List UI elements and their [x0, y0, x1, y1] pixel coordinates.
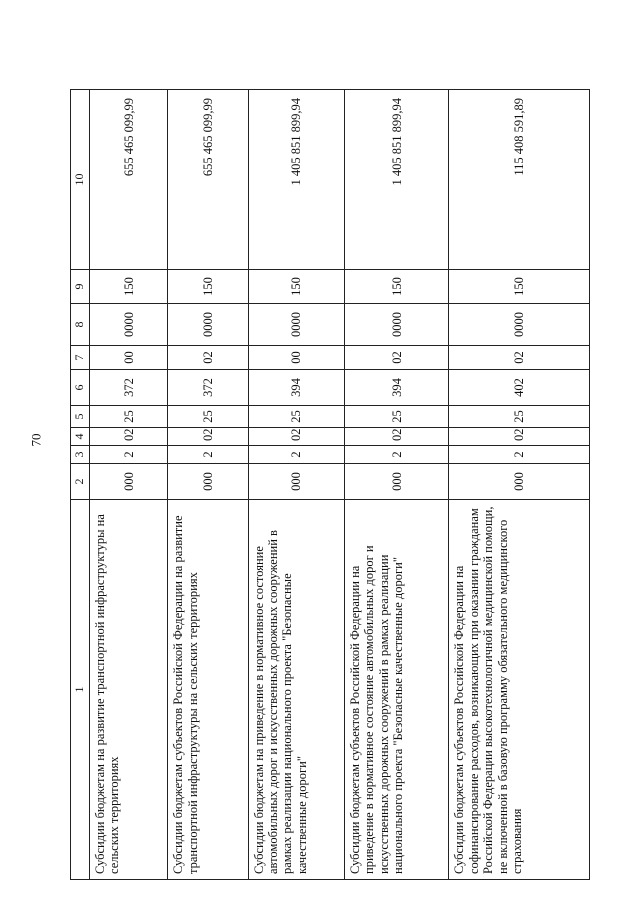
amount-cell: 655 465 099,99 — [90, 90, 168, 270]
amount-cell: 1 405 851 899,94 — [248, 90, 344, 270]
code-cell: 02 — [168, 346, 248, 370]
budget-table-container — [70, 90, 590, 880]
code-cell: 150 — [248, 270, 344, 304]
header-cell: 4 — [71, 428, 90, 446]
header-cell: 3 — [71, 446, 90, 464]
code-cell: 000 — [90, 464, 168, 500]
header-cell: 7 — [71, 346, 90, 370]
code-cell: 394 — [345, 370, 449, 406]
amount-cell: 1 405 851 899,94 — [345, 90, 449, 270]
row-description: Субсидии бюджетам субъектов Российской Федерации на приведение в нормативное состояние автомобильных дорог и искусственных дорожных сооружений в рамках реализации национального проекта "Безопасные качественные дороги" — [345, 500, 449, 880]
row-description: Субсидии бюджетам на развитие транспортной инфраструктуры на сельских территориях — [90, 500, 168, 880]
code-cell: 000 — [248, 464, 344, 500]
table-row — [345, 90, 449, 880]
code-cell: 25 — [248, 406, 344, 428]
code-cell: 0000 — [345, 304, 449, 346]
code-cell: 02 — [90, 428, 168, 446]
code-cell: 0000 — [90, 304, 168, 346]
code-cell: 000 — [449, 464, 590, 500]
code-cell: 02 — [248, 428, 344, 446]
code-cell: 150 — [345, 270, 449, 304]
row-description: Субсидии бюджетам субъектов Российской Федерации на софинансирование расходов, возникающих при оказании гражданам Российской Федерации высокотехнологичной медицинской помощи, не включенной в базовую программу обязательного медицинского страхования — [449, 500, 590, 880]
header-cell: 5 — [71, 406, 90, 428]
row-description: Субсидии бюджетам субъектов Российской Федерации на развитие транспортной инфраструктуры на сельских территориях — [168, 500, 248, 880]
code-cell: 25 — [90, 406, 168, 428]
code-cell: 2 — [449, 446, 590, 464]
code-cell: 150 — [90, 270, 168, 304]
code-cell: 25 — [168, 406, 248, 428]
row-description: Субсидии бюджетам на приведение в нормативное состояние автомобильных дорог и искусственных дорожных сооружений в рамках реализации национального проекта "Безопасные качественные дороги" — [248, 500, 344, 880]
amount-cell: 115 408 591,89 — [449, 90, 590, 270]
page-number: 70 — [28, 433, 44, 447]
table-row — [449, 90, 590, 880]
header-cell: 8 — [71, 304, 90, 346]
code-cell: 150 — [168, 270, 248, 304]
header-row — [71, 90, 90, 880]
code-cell: 00 — [90, 346, 168, 370]
amount-cell: 655 465 099,99 — [168, 90, 248, 270]
code-cell: 02 — [345, 428, 449, 446]
budget-table — [70, 89, 590, 880]
code-cell: 02 — [345, 346, 449, 370]
code-cell: 0000 — [248, 304, 344, 346]
code-cell: 02 — [449, 428, 590, 446]
header-cell: 2 — [71, 464, 90, 500]
code-cell: 150 — [449, 270, 590, 304]
header-cell: 6 — [71, 370, 90, 406]
table-row — [248, 90, 344, 880]
table-row — [90, 90, 168, 880]
code-cell: 00 — [248, 346, 344, 370]
code-cell: 25 — [449, 406, 590, 428]
code-cell: 000 — [168, 464, 248, 500]
code-cell: 02 — [168, 428, 248, 446]
code-cell: 2 — [345, 446, 449, 464]
code-cell: 372 — [90, 370, 168, 406]
code-cell: 372 — [168, 370, 248, 406]
code-cell: 0000 — [449, 304, 590, 346]
code-cell: 2 — [90, 446, 168, 464]
table-row — [168, 90, 248, 880]
code-cell: 402 — [449, 370, 590, 406]
code-cell: 000 — [345, 464, 449, 500]
code-cell: 2 — [168, 446, 248, 464]
header-cell: 1 — [71, 500, 90, 880]
code-cell: 02 — [449, 346, 590, 370]
code-cell: 0000 — [168, 304, 248, 346]
code-cell: 25 — [345, 406, 449, 428]
code-cell: 394 — [248, 370, 344, 406]
header-cell: 9 — [71, 270, 90, 304]
header-cell: 10 — [71, 90, 90, 270]
code-cell: 2 — [248, 446, 344, 464]
